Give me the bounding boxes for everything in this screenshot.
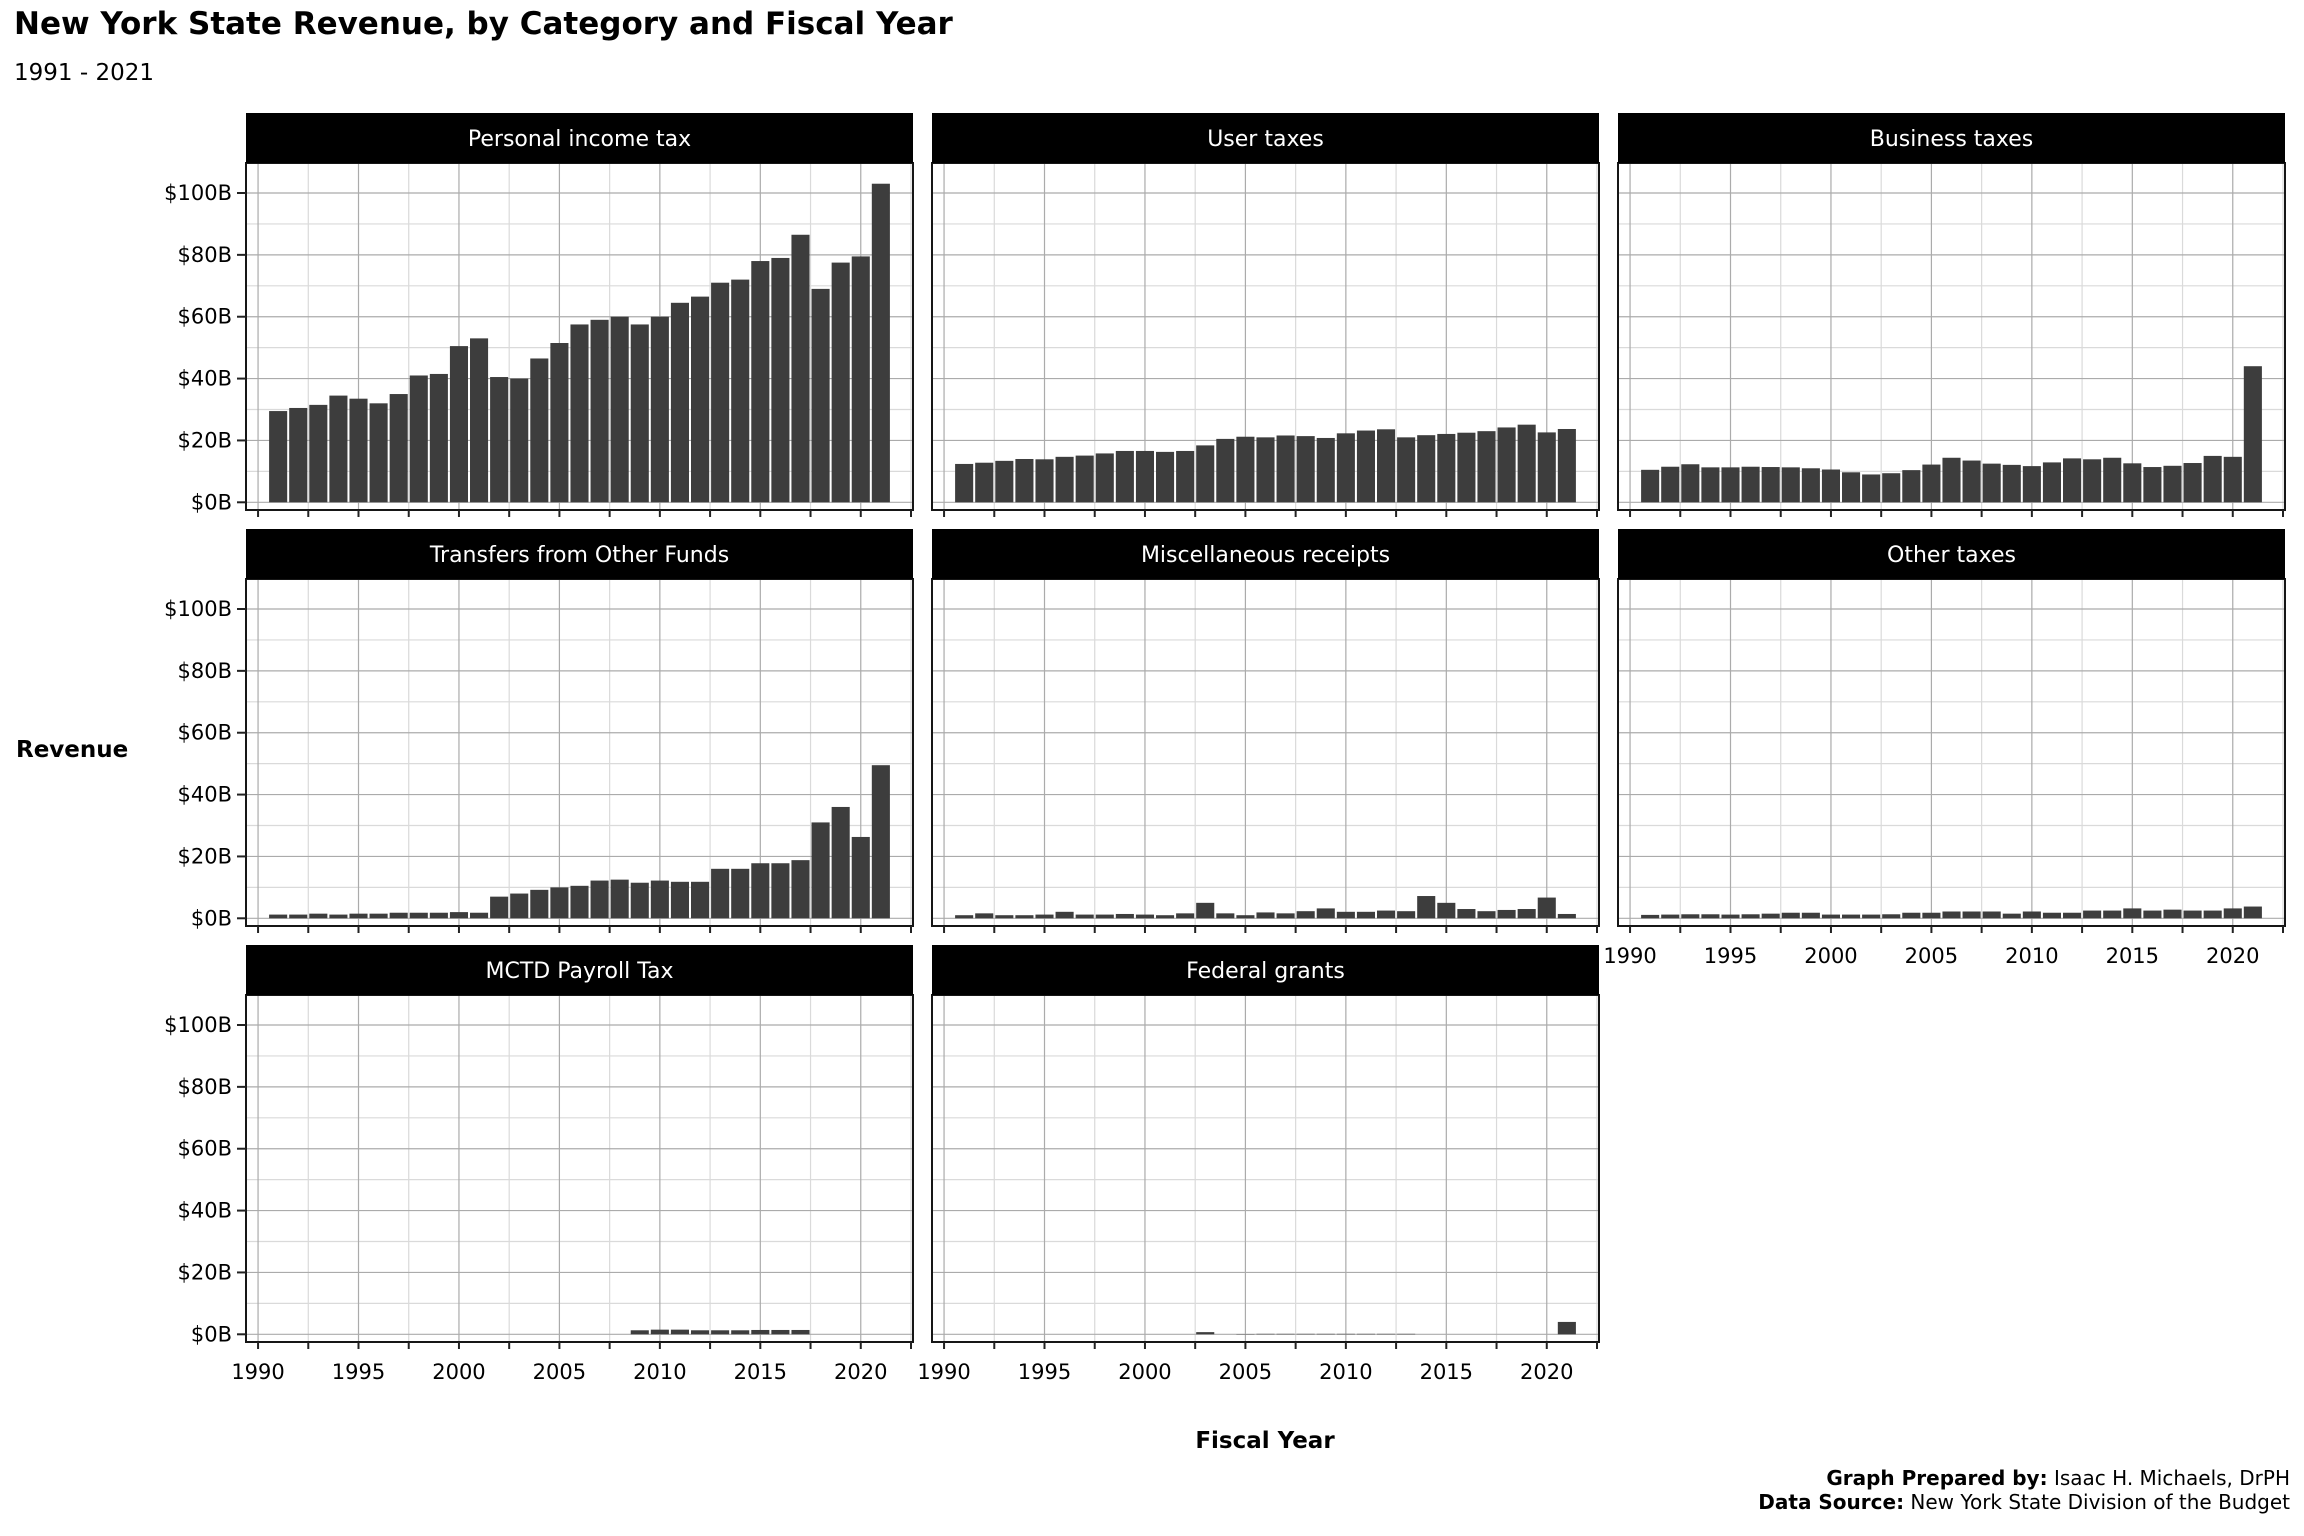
bar-personal-income-tax-2019 (832, 263, 850, 503)
bar-user-taxes-2013 (1397, 437, 1415, 502)
y-tick-label: $100B (164, 181, 232, 205)
bar-personal-income-tax-2000 (450, 346, 468, 502)
bar-transfers-from-other-funds-2011 (671, 882, 689, 918)
footer-credits (1758, 1466, 2290, 1514)
bar-transfers-from-other-funds-1999 (430, 913, 448, 919)
bar-personal-income-tax-1991 (269, 411, 287, 502)
bar-business-taxes-2014 (2103, 458, 2121, 503)
bar-other-taxes-2007 (1963, 911, 1981, 918)
bar-business-taxes-1999 (1802, 468, 1820, 502)
bar-user-taxes-2010 (1337, 433, 1355, 502)
bar-transfers-from-other-funds-1994 (329, 915, 347, 919)
facet-user-taxes (932, 113, 1599, 517)
bar-miscellaneous-receipts-1992 (975, 913, 993, 918)
bar-user-taxes-2005 (1236, 437, 1254, 503)
bar-business-taxes-2005 (1922, 465, 1940, 503)
bar-user-taxes-2014 (1417, 435, 1435, 502)
bar-mctd-payroll-tax-2009 (631, 1330, 649, 1334)
bar-mctd-payroll-tax-2017 (791, 1330, 809, 1334)
bar-personal-income-tax-2003 (510, 379, 528, 503)
x-tick-label: 1990 (917, 1360, 971, 1384)
bar-transfers-from-other-funds-2019 (832, 807, 850, 918)
bar-personal-income-tax-2010 (651, 317, 669, 503)
bar-other-taxes-2011 (2043, 913, 2061, 919)
bar-transfers-from-other-funds-2021 (872, 765, 890, 918)
bar-personal-income-tax-2015 (751, 261, 769, 502)
bar-business-taxes-2020 (2224, 457, 2242, 502)
bar-mctd-payroll-tax-2014 (731, 1330, 749, 1334)
x-tick-label: 2020 (2206, 944, 2260, 968)
facet-strip-label: MCTD Payroll Tax (485, 959, 674, 984)
bar-miscellaneous-receipts-2018 (1498, 910, 1516, 918)
bar-other-taxes-1999 (1802, 913, 1820, 919)
y-tick-label: $60B (177, 1136, 232, 1161)
bar-miscellaneous-receipts-2019 (1518, 909, 1536, 918)
bar-transfers-from-other-funds-2015 (751, 863, 769, 918)
x-tick-label: 2005 (1904, 944, 1959, 968)
bar-mctd-payroll-tax-2015 (751, 1330, 769, 1334)
bar-user-taxes-2012 (1377, 429, 1395, 502)
bar-transfers-from-other-funds-2012 (691, 882, 709, 918)
bar-user-taxes-2011 (1357, 431, 1375, 503)
bar-mctd-payroll-tax-2010 (651, 1330, 669, 1335)
bar-transfers-from-other-funds-1996 (370, 914, 388, 919)
y-tick-label: $60B (177, 720, 232, 745)
bar-miscellaneous-receipts-2015 (1437, 903, 1455, 918)
bar-personal-income-tax-2008 (611, 317, 629, 503)
bar-business-taxes-2002 (1862, 474, 1880, 502)
bar-transfers-from-other-funds-2000 (450, 912, 468, 918)
x-tick-label: 1990 (231, 1360, 285, 1384)
bar-transfers-from-other-funds-1993 (309, 914, 327, 919)
bar-other-taxes-2001 (1842, 915, 1860, 919)
bar-personal-income-tax-2013 (711, 283, 729, 503)
footer-prepared-by-value: Isaac H. Michaels, DrPH (2047, 1466, 2290, 1490)
facet-mctd-payroll-tax (164, 945, 913, 1384)
bar-transfers-from-other-funds-2013 (711, 869, 729, 918)
y-tick-label: $40B (177, 1198, 232, 1223)
facet-other-taxes (1603, 529, 2285, 968)
bar-user-taxes-2016 (1457, 433, 1475, 503)
bar-user-taxes-1991 (955, 464, 973, 502)
bar-user-taxes-2008 (1297, 436, 1315, 502)
bar-other-taxes-1998 (1782, 913, 1800, 919)
y-tick-label: $40B (177, 782, 232, 807)
bar-business-taxes-1998 (1782, 467, 1800, 502)
bar-personal-income-tax-1995 (349, 399, 367, 503)
facet-strip-label: Personal income tax (467, 127, 692, 152)
bar-miscellaneous-receipts-2010 (1337, 912, 1355, 918)
x-tick-label: 2000 (1118, 1360, 1172, 1384)
bar-transfers-from-other-funds-2008 (611, 880, 629, 919)
bar-other-taxes-1997 (1762, 914, 1780, 919)
bar-business-taxes-1994 (1701, 467, 1719, 502)
bar-business-taxes-2012 (2063, 458, 2081, 502)
x-tick-label: 2010 (2005, 944, 2059, 968)
bar-business-taxes-2007 (1963, 461, 1981, 503)
bar-miscellaneous-receipts-1994 (1015, 915, 1033, 918)
bar-other-taxes-2010 (2023, 911, 2041, 918)
bar-transfers-from-other-funds-2002 (490, 897, 508, 919)
bar-transfers-from-other-funds-1991 (269, 915, 287, 919)
x-tick-label: 1995 (1703, 944, 1758, 968)
x-tick-label: 1990 (1603, 944, 1657, 968)
bar-business-taxes-2003 (1882, 473, 1900, 502)
x-tick-label: 1995 (1017, 1360, 1072, 1384)
bar-personal-income-tax-2005 (550, 343, 568, 502)
footer-data-source (1758, 1490, 2290, 1514)
bar-transfers-from-other-funds-2006 (570, 886, 588, 918)
bar-miscellaneous-receipts-2012 (1377, 911, 1395, 919)
bar-personal-income-tax-2016 (771, 258, 789, 502)
bar-business-taxes-2000 (1822, 470, 1840, 503)
bar-transfers-from-other-funds-2014 (731, 869, 749, 918)
bar-personal-income-tax-2020 (852, 256, 870, 502)
x-axis-title: Fiscal Year (1195, 1428, 1335, 1454)
bar-miscellaneous-receipts-2020 (1538, 898, 1556, 919)
bar-transfers-from-other-funds-2005 (550, 887, 568, 918)
bar-business-taxes-2010 (2023, 466, 2041, 502)
y-tick-label: $60B (177, 304, 232, 329)
facet-federal-grants (917, 945, 1599, 1384)
x-tick-label: 2000 (432, 1360, 486, 1384)
bar-other-taxes-2017 (2163, 910, 2181, 919)
bar-personal-income-tax-1993 (309, 405, 327, 502)
bar-miscellaneous-receipts-2006 (1256, 912, 1274, 918)
bar-miscellaneous-receipts-2002 (1176, 913, 1194, 918)
bar-miscellaneous-receipts-2008 (1297, 911, 1315, 918)
x-tick-label: 2020 (1520, 1360, 1574, 1384)
bar-other-taxes-1992 (1661, 915, 1679, 919)
bar-personal-income-tax-2004 (530, 358, 548, 502)
bar-miscellaneous-receipts-2011 (1357, 912, 1375, 918)
bar-user-taxes-1996 (1056, 457, 1074, 502)
bar-transfers-from-other-funds-1992 (289, 915, 307, 919)
bar-other-taxes-2021 (2244, 907, 2262, 919)
bar-business-taxes-2006 (1942, 458, 1960, 503)
bar-miscellaneous-receipts-1995 (1035, 915, 1053, 919)
bar-user-taxes-2020 (1538, 432, 1556, 502)
bar-user-taxes-2015 (1437, 434, 1455, 502)
bar-business-taxes-2008 (1983, 464, 2001, 503)
facet-strip-label: Federal grants (1186, 959, 1345, 984)
bar-personal-income-tax-1997 (390, 394, 408, 502)
bar-other-taxes-2000 (1822, 915, 1840, 919)
y-tick-label: $20B (177, 428, 232, 453)
bar-business-taxes-2009 (2003, 465, 2021, 502)
bar-mctd-payroll-tax-2012 (691, 1330, 709, 1334)
bar-personal-income-tax-2014 (731, 280, 749, 503)
footer-data-source-label: Data Source: (1758, 1490, 1905, 1514)
y-tick-label: $0B (190, 906, 232, 931)
bar-user-taxes-1997 (1076, 456, 1094, 503)
bar-user-taxes-2006 (1256, 437, 1274, 502)
x-tick-label: 2010 (1319, 1360, 1373, 1384)
y-tick-label: $80B (177, 242, 232, 267)
y-tick-label: $100B (164, 1013, 232, 1037)
bar-user-taxes-1998 (1096, 453, 1114, 502)
bar-miscellaneous-receipts-1999 (1116, 914, 1134, 918)
x-tick-label: 2020 (834, 1360, 888, 1384)
bar-user-taxes-1993 (995, 461, 1013, 502)
x-tick-label: 1995 (331, 1360, 386, 1384)
bar-personal-income-tax-2021 (872, 184, 890, 503)
bar-other-taxes-1996 (1742, 914, 1760, 918)
bar-business-taxes-2004 (1902, 470, 1920, 502)
bar-miscellaneous-receipts-1997 (1076, 915, 1094, 919)
facet-miscellaneous-receipts (932, 529, 1599, 933)
bar-user-taxes-1994 (1015, 459, 1033, 502)
bar-business-taxes-1997 (1762, 467, 1780, 502)
x-tick-label: 2015 (2105, 944, 2160, 968)
bar-other-taxes-2006 (1942, 911, 1960, 918)
bar-other-taxes-2002 (1862, 915, 1880, 919)
bar-other-taxes-2013 (2083, 911, 2101, 919)
bar-personal-income-tax-1998 (410, 375, 428, 502)
y-tick-label: $80B (177, 658, 232, 683)
facet-transfers-from-other-funds (164, 529, 913, 933)
bar-transfers-from-other-funds-2001 (470, 913, 488, 919)
bar-transfers-from-other-funds-2007 (591, 881, 609, 919)
bar-transfers-from-other-funds-1998 (410, 913, 428, 919)
bar-business-taxes-1996 (1742, 467, 1760, 503)
bar-other-taxes-1995 (1721, 915, 1739, 919)
y-tick-label: $20B (177, 844, 232, 869)
x-tick-label: 2000 (1804, 944, 1858, 968)
bar-other-taxes-1993 (1681, 914, 1699, 918)
bar-user-taxes-1995 (1035, 459, 1053, 502)
bar-other-taxes-2012 (2063, 913, 2081, 919)
bar-other-taxes-2004 (1902, 913, 1920, 919)
bar-other-taxes-2019 (2204, 911, 2222, 919)
facet-business-taxes (1618, 113, 2285, 517)
bar-transfers-from-other-funds-2009 (631, 883, 649, 919)
bar-miscellaneous-receipts-2003 (1196, 903, 1214, 918)
bar-business-taxes-2001 (1842, 472, 1860, 502)
bar-personal-income-tax-2009 (631, 324, 649, 502)
bar-transfers-from-other-funds-2016 (771, 863, 789, 918)
bar-business-taxes-2019 (2204, 456, 2222, 502)
bar-other-taxes-2016 (2143, 911, 2161, 919)
bar-personal-income-tax-1996 (370, 403, 388, 502)
bar-other-taxes-2008 (1983, 911, 2001, 918)
bar-other-taxes-2003 (1882, 914, 1900, 918)
x-tick-label: 2015 (733, 1360, 788, 1384)
bar-transfers-from-other-funds-2017 (791, 860, 809, 918)
bar-miscellaneous-receipts-2014 (1417, 896, 1435, 918)
bar-transfers-from-other-funds-1995 (349, 914, 367, 919)
y-tick-label: $0B (190, 1322, 232, 1347)
bar-miscellaneous-receipts-2017 (1477, 911, 1495, 918)
bar-miscellaneous-receipts-2009 (1317, 908, 1335, 918)
facet-strip-label: Other taxes (1887, 543, 2016, 568)
bar-business-taxes-1993 (1681, 464, 1699, 502)
bar-user-taxes-2017 (1477, 431, 1495, 502)
bar-business-taxes-2018 (2184, 463, 2202, 502)
facet-strip-label: User taxes (1207, 127, 1324, 152)
bar-personal-income-tax-2017 (791, 235, 809, 503)
bar-personal-income-tax-2002 (490, 377, 508, 502)
bar-other-taxes-2009 (2003, 914, 2021, 919)
x-tick-label: 2010 (633, 1360, 687, 1384)
chart-title: New York State Revenue, by Category and Fiscal Year (14, 6, 953, 42)
facet-strip-label: Miscellaneous receipts (1140, 543, 1391, 568)
bar-mctd-payroll-tax-2016 (771, 1330, 789, 1334)
bar-user-taxes-1999 (1116, 451, 1134, 502)
bar-business-taxes-2021 (2244, 366, 2262, 502)
bar-miscellaneous-receipts-1996 (1056, 912, 1074, 918)
footer-prepared-by-label: Graph Prepared by: (1826, 1466, 2048, 1490)
bar-transfers-from-other-funds-2004 (530, 890, 548, 918)
footer-data-source-value: New York State Division of the Budget (1904, 1490, 2290, 1514)
bar-transfers-from-other-funds-2020 (852, 837, 870, 918)
bar-personal-income-tax-2006 (570, 324, 588, 502)
bar-federal-grants-2021 (1558, 1322, 1576, 1334)
bar-user-taxes-2004 (1216, 439, 1234, 502)
bar-business-taxes-1992 (1661, 467, 1679, 503)
y-tick-label: $80B (177, 1074, 232, 1099)
y-tick-label: $100B (164, 597, 232, 621)
facet-strip-label: Business taxes (1869, 127, 2034, 152)
bar-personal-income-tax-1992 (289, 408, 307, 502)
bar-personal-income-tax-2012 (691, 297, 709, 503)
bar-personal-income-tax-1994 (329, 396, 347, 503)
bar-user-taxes-2002 (1176, 451, 1194, 502)
bar-business-taxes-2016 (2143, 467, 2161, 502)
bar-user-taxes-2018 (1498, 427, 1516, 502)
facet-strip-label: Transfers from Other Funds (429, 543, 730, 568)
bar-miscellaneous-receipts-1998 (1096, 915, 1114, 919)
bar-other-taxes-2014 (2103, 911, 2121, 919)
bar-miscellaneous-receipts-2016 (1457, 909, 1475, 918)
bar-mctd-payroll-tax-2011 (671, 1330, 689, 1335)
bar-mctd-payroll-tax-2013 (711, 1330, 729, 1334)
y-tick-label: $40B (177, 366, 232, 391)
bar-other-taxes-2005 (1922, 913, 1940, 919)
bar-business-taxes-1995 (1721, 467, 1739, 502)
bar-miscellaneous-receipts-2021 (1558, 914, 1576, 918)
x-tick-label: 2015 (1419, 1360, 1474, 1384)
bar-personal-income-tax-1999 (430, 374, 448, 502)
bar-other-taxes-1991 (1641, 915, 1659, 918)
bar-business-taxes-2013 (2083, 459, 2101, 502)
bar-user-taxes-2000 (1136, 451, 1154, 502)
bar-transfers-from-other-funds-2003 (510, 894, 528, 919)
bar-user-taxes-1992 (975, 463, 993, 503)
bar-personal-income-tax-2001 (470, 338, 488, 502)
bar-user-taxes-2019 (1518, 425, 1536, 503)
bar-user-taxes-2021 (1558, 429, 1576, 502)
y-tick-label: $0B (190, 490, 232, 515)
bar-user-taxes-2009 (1317, 438, 1335, 502)
y-axis-title: Revenue (16, 737, 129, 763)
bar-transfers-from-other-funds-2010 (651, 881, 669, 919)
bar-transfers-from-other-funds-1997 (390, 913, 408, 919)
bar-miscellaneous-receipts-2007 (1277, 913, 1295, 918)
chart-subtitle: 1991 - 2021 (14, 60, 154, 86)
bar-miscellaneous-receipts-2004 (1216, 913, 1234, 918)
bar-other-taxes-1994 (1701, 914, 1719, 918)
bar-personal-income-tax-2018 (812, 289, 830, 502)
bar-personal-income-tax-2007 (591, 320, 609, 502)
bar-other-taxes-2020 (2224, 908, 2242, 918)
bar-miscellaneous-receipts-2001 (1156, 915, 1174, 918)
footer-prepared-by (1758, 1466, 2290, 1490)
bar-business-taxes-1991 (1641, 470, 1659, 502)
bar-miscellaneous-receipts-1991 (955, 915, 973, 918)
bar-miscellaneous-receipts-2005 (1236, 915, 1254, 918)
bar-business-taxes-2017 (2163, 466, 2181, 502)
bar-transfers-from-other-funds-2018 (812, 822, 830, 918)
bar-other-taxes-2015 (2123, 908, 2141, 918)
bar-user-taxes-2001 (1156, 452, 1174, 502)
bar-miscellaneous-receipts-2000 (1136, 915, 1154, 919)
bar-other-taxes-2018 (2184, 911, 2202, 919)
x-tick-label: 2005 (532, 1360, 587, 1384)
bar-user-taxes-2003 (1196, 445, 1214, 502)
bar-federal-grants-2003 (1196, 1332, 1214, 1334)
bar-miscellaneous-receipts-1993 (995, 915, 1013, 918)
facet-personal-income-tax (164, 113, 913, 517)
y-tick-label: $20B (177, 1260, 232, 1285)
x-tick-label: 2005 (1218, 1360, 1273, 1384)
bar-personal-income-tax-2011 (671, 303, 689, 502)
bar-business-taxes-2011 (2043, 462, 2061, 502)
bar-miscellaneous-receipts-2013 (1397, 911, 1415, 918)
bar-user-taxes-2007 (1277, 435, 1295, 502)
bar-business-taxes-2015 (2123, 463, 2141, 502)
